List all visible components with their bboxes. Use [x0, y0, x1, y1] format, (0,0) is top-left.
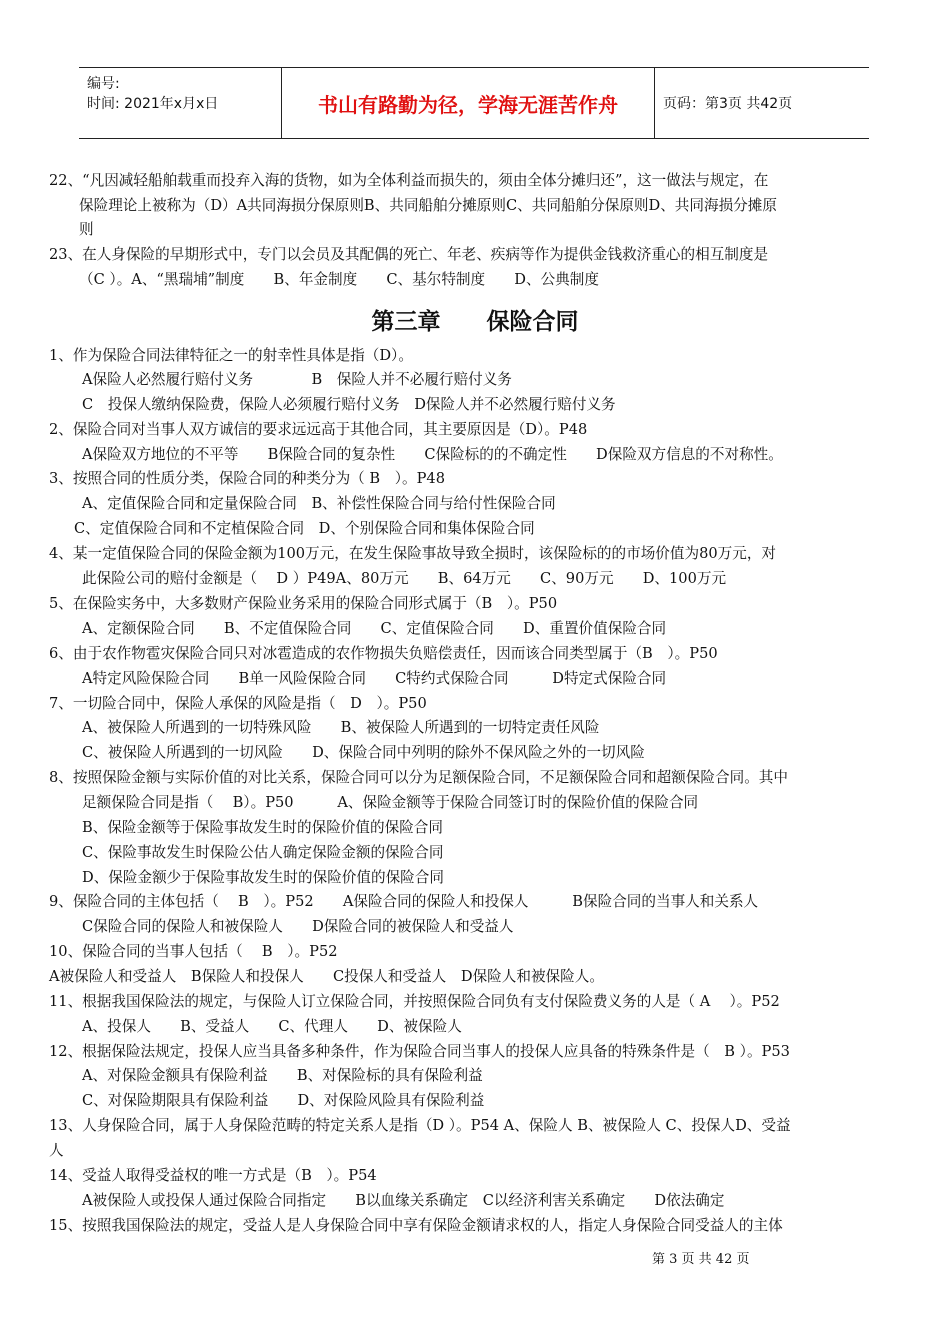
text-line: 13、人身保险合同，属于人身保险范畴的特定关系人是指（D ）。P54 A、保险人 B、被保险人 C、投保人D、受益	[49, 1117, 791, 1134]
document-date: 时间: 2021年x月x日	[87, 96, 219, 112]
text-line: 7、一切险合同中，保险人承保的风险是指（ D ）。P50	[49, 695, 427, 712]
text-line: 5、在保险实务中，大多数财产保险业务采用的保险合同形式属于（B ）。P50	[49, 595, 558, 612]
text-line: 保险理论上被称为（D）A共同海损分保原则B、共同船舶分摊原则C、共同船舶分保原则D、共同海损分摊原	[79, 197, 777, 214]
text-line: A、定值保险合同和定量保险合同 B、补偿性保险合同与给付性保险合同	[82, 495, 556, 512]
text-line: A、对保险金额具有保险利益 B、对保险标的具有保险利益	[82, 1067, 483, 1084]
text-line: A、定额保险合同 B、不定值保险合同 C、定值保险合同 D、重置价值保险合同	[82, 620, 667, 637]
text-line: 8、按照保险金额与实际价值的对比关系，保险合同可以分为足额保险合同，不足额保险合同和超额保险合同。其中	[49, 769, 788, 786]
text-line: 6、由于农作物雹灾保险合同只对冰雹造成的农作物损失负赔偿责任，因而该合同类型属于（B ）。P50	[49, 645, 718, 662]
text-line: 足额保险合同是指（ B）。P50 A、保险金额等于保险合同签订时的保险价值的保险合同	[82, 794, 699, 811]
text-line: B、保险金额等于保险事故发生时的保险价值的保险合同	[82, 819, 443, 836]
text-line: 4、某一定值保险合同的保险金额为100万元，在发生保险事故导致全损时，该保险标的的市场价值为80万元，对	[49, 545, 777, 562]
text-line: 23、在人身保险的早期形式中，专门以会员及其配偶的死亡、年老、疾病等作为提供金钱救济重心的相互制度是	[49, 246, 769, 263]
text-line: A特定风险保险合同 B单一风险保险合同 C特约式保险合同 D特定式保险合同	[82, 670, 667, 687]
text-line: 人	[49, 1142, 64, 1159]
text-line: C保险合同的保险人和被保险人 D保险合同的被保险人和受益人	[82, 918, 514, 935]
text-line: 此保险公司的赔付金额是（ D ）P49A、80万元 B、64万元 C、90万元 D、100万元	[82, 570, 727, 587]
text-line: A、投保人 B、受益人 C、代理人 D、被保险人	[82, 1018, 462, 1035]
text-line: 11、根据我国保险法的规定，与保险人订立保险合同，并按照保险合同负有支付保险费义务的人是（ A ）。P52	[49, 993, 780, 1010]
text-line: C、被保险人所遇到的一切风险 D、保险合同中列明的除外不保风险之外的一切风险	[82, 744, 645, 761]
text-line: 10、保险合同的当事人包括（ B ）。P52	[49, 943, 338, 960]
text-line: C、对保险期限具有保险利益 D、对保险风险具有保险利益	[82, 1092, 485, 1109]
text-line: A保险双方地位的不平等 B保险合同的复杂性 C保险标的的不确定性 D保险双方信息的不对称性。	[82, 446, 783, 463]
chapter-title: 第三章 保险合同	[371, 309, 579, 335]
text-line: A保险人必然履行赔付义务 B 保险人并不必履行赔付义务	[82, 371, 512, 388]
text-line: A、被保险人所遇到的一切特殊风险 B、被保险人所遇到的一切特定责任风险	[82, 719, 600, 736]
text-line: （C ）。A、“黑瑞埔”制度 B、年金制度 C、基尔特制度 D、公典制度	[79, 271, 599, 288]
text-line: 12、根据保险法规定，投保人应当具备多种条件，作为保险合同当事人的投保人应具备的特殊条件是（ B ）。P53	[49, 1043, 790, 1060]
text-line: 3、按照合同的性质分类，保险合同的种类分为（ B ）。P48	[49, 470, 445, 487]
text-line: C、定值保险合同和不定植保险合同 D、个别保险合同和集体保险合同	[74, 520, 535, 537]
text-line: A被保险人和受益人 B保险人和投保人 C投保人和受益人 D保险人和被保险人。	[49, 968, 604, 985]
header-page-info: 页码：第3页 共42页	[663, 96, 793, 112]
document-number-label: 编号:	[87, 76, 120, 92]
text-line: 1、作为保险合同法律特征之一的射幸性具体是指（D）。	[49, 347, 413, 364]
page-header	[79, 67, 869, 139]
text-line: C、保险事故发生时保险公估人确定保险金额的保险合同	[82, 844, 444, 861]
text-line: 22、“凡因减轻船舶载重而投弃入海的货物，如为全体利益而损失的，须由全体分摊归还”，这一做法与规定，在	[49, 172, 769, 189]
text-line: C 投保人缴纳保险费，保险人必须履行赔付义务 D保险人并不必然履行赔付义务	[82, 396, 616, 413]
text-line: 9、保险合同的主体包括（ B ）。P52 A保险合同的保险人和投保人 B保险合同的当事人和关系人	[49, 893, 759, 910]
text-line: 15、按照我国保险法的规定，受益人是人身保险合同中享有保险金额请求权的人，指定人身保险合同受益人的主体	[49, 1217, 783, 1234]
header-info-cell	[79, 68, 282, 138]
header-motto: 书山有路勤为径，学海无涯苦作舟	[282, 68, 655, 138]
text-line: D、保险金额少于保险事故发生时的保险价值的保险合同	[82, 869, 444, 886]
text-line: 14、受益人取得受益权的唯一方式是（B ）。P54	[49, 1167, 377, 1184]
page-footer: 第 3 页 共 42 页	[652, 1252, 750, 1267]
text-line: 则	[79, 221, 94, 238]
text-line: A被保险人或投保人通过保险合同指定 B以血缘关系确定 C以经济利害关系确定 D依法确定	[82, 1192, 725, 1209]
text-line: 2、保险合同对当事人双方诚信的要求远远高于其他合同，其主要原因是（D）。P48	[49, 421, 588, 438]
